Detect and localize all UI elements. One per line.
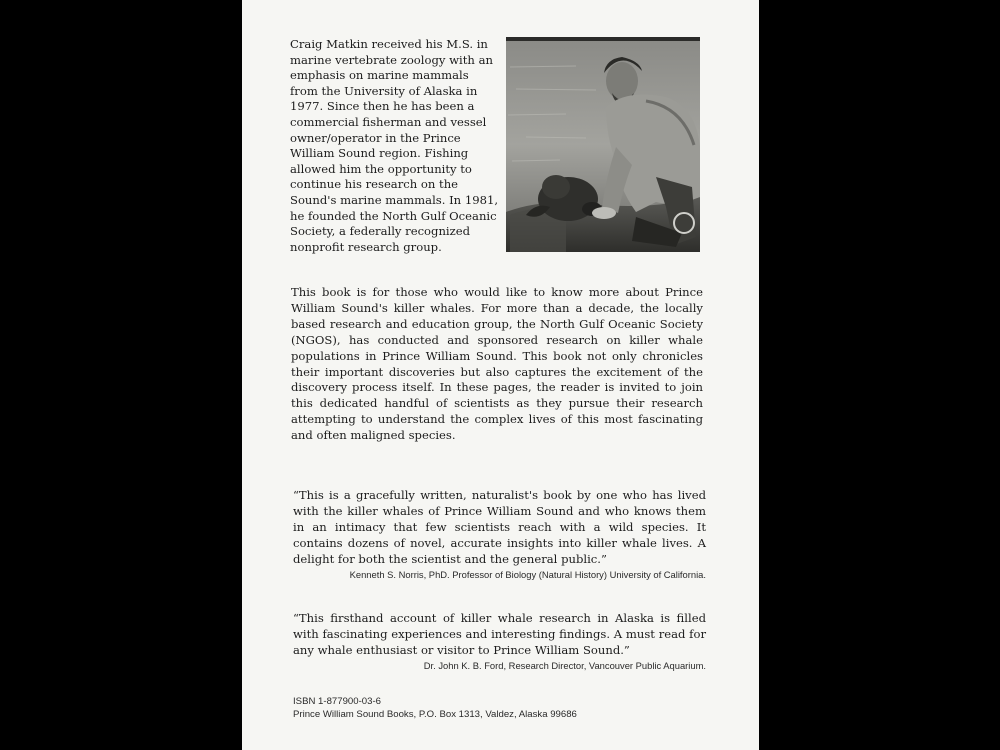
back-cover-page — [242, 0, 759, 750]
author-bio: Craig Matkin received his M.S. in marine vertebrate zoology with an emphasis on marine mammals from the University of Alaska in 1977. Since then he has been a commercial fisherman and vessel owner/operator in the Prince William Sound region. Fishing allowed him the opportunity to continue his research on the Sound's marine mammals. In 1981, he founded the North Gulf Oceanic Society, a federally recognized nonprofit research group. — [290, 37, 499, 254]
isbn-line: ISBN 1-877900-03-6 — [293, 696, 381, 707]
review-attribution-1: Kenneth S. Norris, PhD. Professor of Biology (Natural History) University of California. — [349, 569, 706, 580]
author-photo — [506, 37, 700, 252]
publisher-address: Prince William Sound Books, P.O. Box 1313, Valdez, Alaska 99686 — [293, 708, 577, 720]
book-description: This book is for those who would like to know more about Prince William Sound's killer whales. For more than a decade, the locally based research and education group, the North Gulf Oceanic Society (NGOS), has conducted and sponsored research on killer whale populations in Prince William Sound. This book not only chronicles their important discoveries but also captures the excitement of the discovery process itself. In these pages, the reader is invited to join this dedicated handful of scientists as they pursue their research attempting to understand the complex lives of this most fascinating and often maligned species. — [291, 285, 703, 443]
review-quote-1: “This is a gracefully written, naturalist's book by one who has lived with the killer whales of Prince William Sound and who knows them in an intimacy that few scientists reach with a wild species. It contains dozens of novel, accurate insights into killer whale lives. A delight for both the scientist and the general public.” — [293, 488, 706, 566]
publisher-info — [293, 696, 577, 721]
review-attribution-2: Dr. John K. B. Ford, Research Director, Vancouver Public Aquarium. — [423, 660, 706, 671]
review-quote-2: “This firsthand account of killer whale research in Alaska is filled with fascinating experiences and interesting findings. A must read for any whale enthusiast or visitor to Prince William Sound.” — [293, 611, 706, 657]
